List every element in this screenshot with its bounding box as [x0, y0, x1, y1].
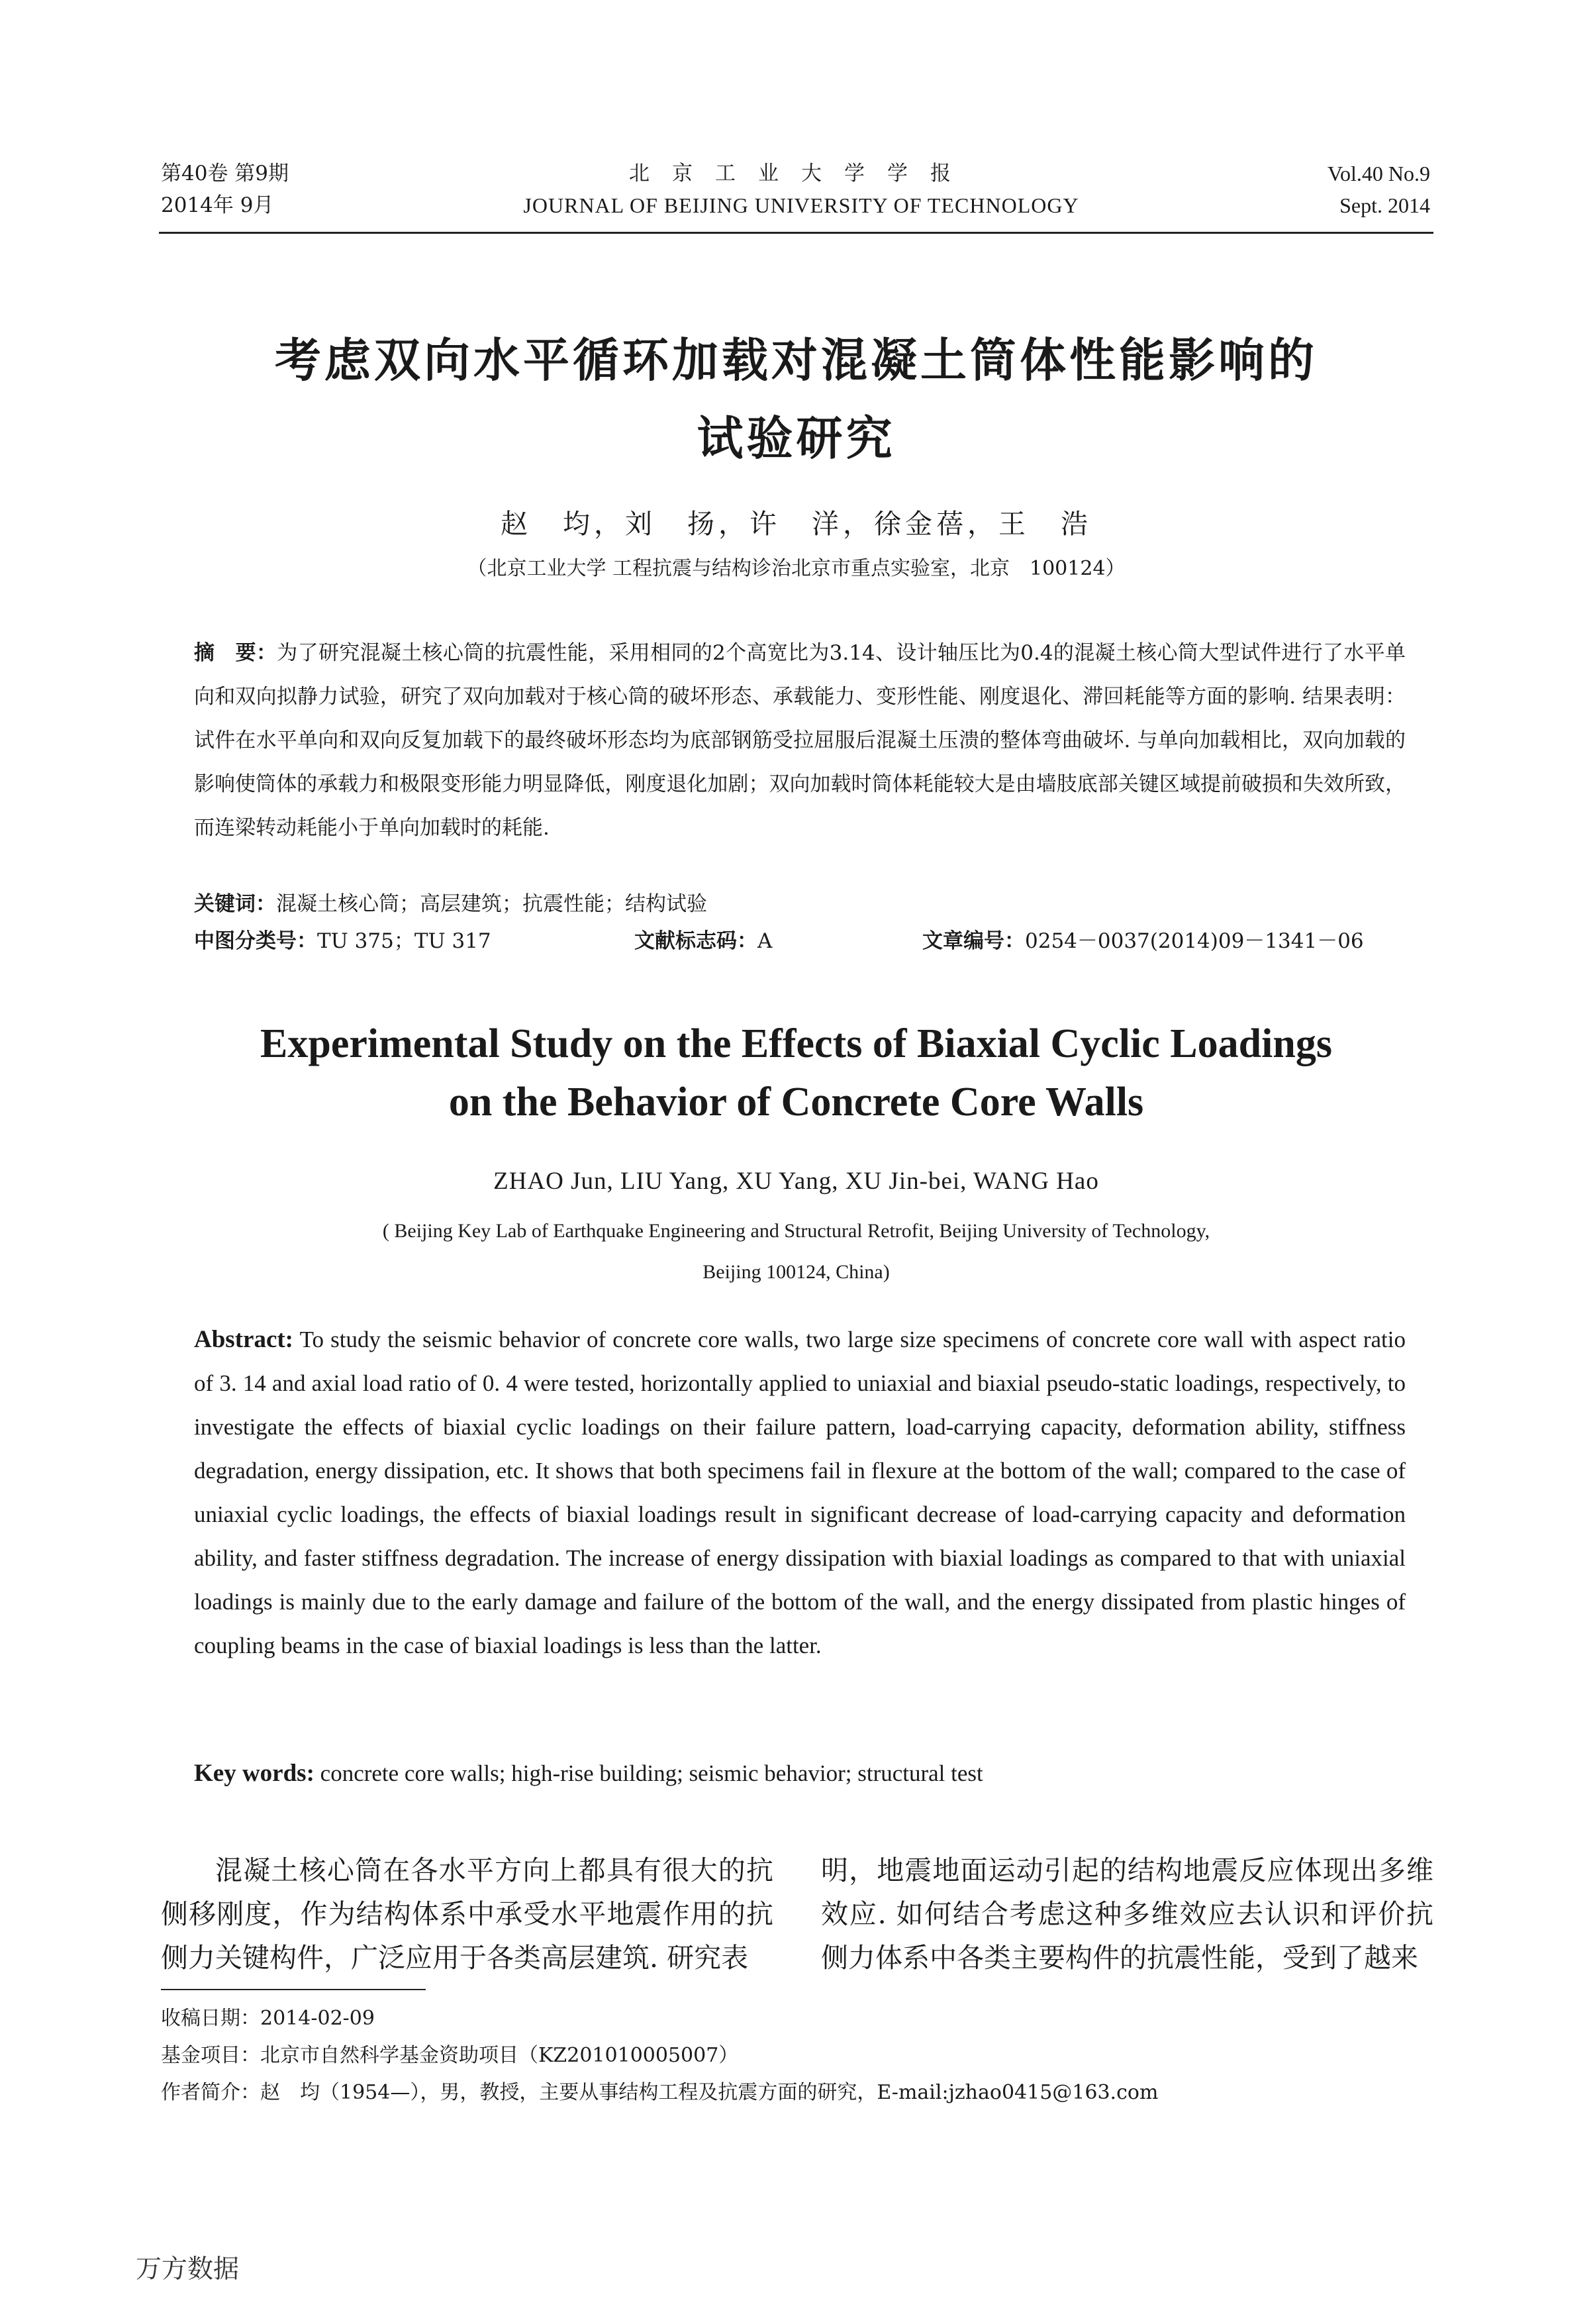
clc-label: 中图分类号：: [194, 929, 317, 953]
affiliation-en-line1: ( Beijing Key Lab of Earthquake Engineering and Structural Retrofit, Beijing University of Technology,: [382, 1220, 1210, 1242]
classification-line: [194, 923, 1406, 960]
volume-issue-cn: 第40卷 第9期: [161, 162, 289, 185]
keywords-en-text: concrete core walls; high-rise building; seismic behavior; structural test: [314, 1760, 983, 1786]
clc-number: [194, 923, 491, 960]
clc-value: TU 375；TU 317: [317, 929, 491, 953]
document-code: [634, 923, 772, 960]
keywords-en: [194, 1754, 1406, 1794]
journal-name-cn: 北京工业大学学报: [629, 162, 973, 185]
body-column-right: 明，地震地面运动引起的结构地震反应体现出多维效应. 如何结合考虑这种多维效应去认识和评价抗侧力体系中各类主要构件的抗震性能，受到了越来: [821, 1854, 1433, 1974]
paper-title-cn-line2: 试验研究: [697, 411, 896, 466]
affiliation-en: [159, 1211, 1433, 1293]
footnote-fund: 基金项目：北京市自然科学基金资助项目（KZ201010005007）: [161, 2044, 739, 2067]
database-watermark: 万方数据: [136, 2254, 240, 2284]
running-header-left: [161, 158, 505, 221]
footnote-received-date: 收稿日期：2014-02-09: [161, 2007, 375, 2030]
abstract-en-label: Abstract:: [194, 1326, 294, 1353]
abstract-en-text: To study the seismic behavior of concrete core walls, two large size specimens of concrete core wall with aspect ratio of 3. 14 and axial load ratio of 0. 4 were tested, horizontally applied to uniaxial and biaxial pseudo-static loadings, respectively, to investigate the effects of biaxial cyclic loadings on their failure pattern, load-carrying capacity, deformation ability, stiffness degradation, energy dissipation, etc. It shows that both specimens fail in flexure at the bottom of the wall; compared to the case of uniaxial cyclic loadings, the effects of biaxial loadings result in significant decrease of load-carrying capacity and deformation ability, and faster stiffness degradation. The increase of energy dissipation with biaxial loadings as compared to that with uniaxial loadings is mainly due to the early damage and failure of the bottom of the wall, and the energy dissipated from plastic hinges of coupling beams in the case of biaxial loadings is less than the latter.: [194, 1327, 1406, 1658]
affiliation-en-line2: Beijing 100124, China): [702, 1261, 890, 1283]
paper-title-en-line1: Experimental Study on the Effects of Biaxial Cyclic Loadings: [260, 1021, 1332, 1066]
abstract-en: [194, 1318, 1406, 1668]
abstract-cn-label: 摘 要：: [194, 641, 277, 665]
abstract-cn: [194, 631, 1406, 850]
author-list-cn: 赵 均，刘 扬，许 洋，徐金蓓，王 浩: [501, 508, 1092, 540]
paper-title-en-line2: on the Behavior of Concrete Core Walls: [448, 1080, 1144, 1125]
publication-date-cn: 2014年 9月: [161, 193, 274, 217]
paper-title-cn: [159, 321, 1433, 478]
footnote-rule: [161, 1989, 426, 1990]
footnote-author-bio: 作者简介：赵 均（1954—），男，教授，主要从事结构工程及抗震方面的研究，E-mail:jzhao0415@163.com: [161, 2081, 1159, 2104]
keywords-cn: [194, 885, 1406, 923]
keywords-cn-label: 关键词：: [194, 892, 276, 916]
publication-date-en: Sept. 2014: [1339, 193, 1430, 217]
body-column-left: 混凝土核心筒在各水平方向上都具有很大的抗侧移刚度，作为结构体系中承受水平地震作用的抗侧力关键构件，广泛应用于各类高层建筑. 研究表: [161, 1854, 773, 1974]
author-list-en: ZHAO Jun, LIU Yang, XU Yang, XU Jin-bei, WANG Hao: [493, 1168, 1099, 1195]
keywords-en-label: Key words:: [194, 1760, 314, 1787]
abstract-cn-text: 为了研究混凝土核心筒的抗震性能，采用相同的2个高宽比为3.14、设计轴压比为0.4的混凝土核心筒大型试件进行了水平单向和双向拟静力试验，研究了双向加载对于核心筒的破坏形态、承载能力、变形性能、刚度退化、滞回耗能等方面的影响. 结果表明：试件在水平单向和双向反复加载下的最终破坏形态均为底部钢筋受拉屈服后混凝土压溃的整体弯曲破坏. 与单向加载相比，双向加载的影响使筒体的承载力和极限变形能力明显降低，刚度退化加剧；双向加载时筒体耗能较大是由墙肢底部关键区域提前破损和失效所致，而连梁转动耗能小于单向加载时的耗能.: [194, 641, 1406, 840]
document-code-value: A: [757, 929, 773, 953]
running-header-center: [503, 158, 1099, 221]
journal-name-en: JOURNAL OF BEIJING UNIVERSITY OF TECHNOLOGY: [523, 193, 1079, 217]
volume-issue-en: Vol.40 No.9: [1328, 162, 1430, 185]
article-number: [922, 923, 1364, 960]
document-code-label: 文献标志码：: [634, 929, 757, 953]
header-rule: [159, 232, 1433, 234]
article-number-value: 0254－0037(2014)09－1341－06: [1025, 929, 1364, 953]
keywords-cn-text: 混凝土核心筒；高层建筑；抗震性能；结构试验: [276, 892, 707, 916]
paper-title-cn-line1: 考虑双向水平循环加载对混凝土筒体性能影响的: [275, 333, 1318, 387]
paper-title-en: [159, 1015, 1433, 1131]
article-number-label: 文章编号：: [922, 929, 1025, 953]
running-header-right: [1192, 158, 1430, 221]
affiliation-cn: （北京工业大学 工程抗震与结构诊治北京市重点实验室，北京 100124）: [467, 557, 1126, 580]
